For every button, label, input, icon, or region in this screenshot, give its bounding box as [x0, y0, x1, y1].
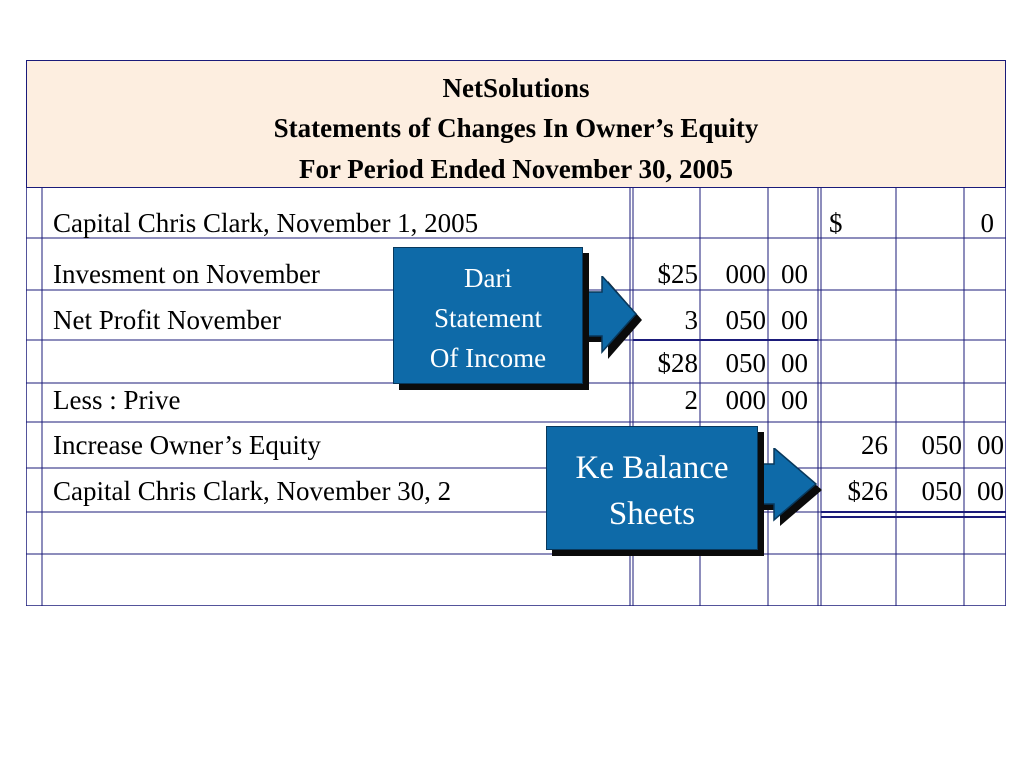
statement-header — [26, 60, 1006, 188]
row-label-drawings: Less : Prive — [53, 385, 181, 415]
drawings-cents: 00 — [781, 385, 808, 415]
income-callout-line-3: Of Income — [429, 343, 547, 373]
balance-callout-line-2: Sheets — [608, 496, 696, 532]
investment-amount-hundreds: 000 — [725, 259, 766, 289]
row-label-net-profit: Net Profit November — [53, 305, 281, 335]
company-name: NetSolutions — [442, 73, 590, 103]
balance-sheet-callout — [546, 426, 758, 550]
closing-capital-hundreds: 050 — [921, 476, 962, 506]
subtotal-cents: 00 — [781, 348, 808, 378]
net-profit-cents: 00 — [781, 305, 808, 335]
balance-callout-line-1: Ke Balance — [575, 450, 729, 486]
opening-capital-value: 0 — [980, 208, 994, 238]
row-label-increase-equity: Increase Owner’s Equity — [53, 430, 321, 460]
balance-callout-arrow — [752, 448, 832, 533]
subtotal-thousands: $28 — [657, 348, 698, 378]
net-profit-hundreds: 050 — [725, 305, 766, 335]
income-callout-line-1: Dari — [464, 263, 512, 293]
increase-equity-thousands: 26 — [861, 430, 888, 460]
statement-title: Statements of Changes In Owner’s Equity — [273, 113, 759, 143]
investment-amount-cents: 00 — [781, 259, 808, 289]
income-callout-arrow — [578, 276, 658, 366]
income-statement-callout — [393, 247, 583, 384]
investment-amount-thousands: $25 — [657, 259, 698, 289]
drawings-thousands: 2 — [684, 385, 698, 415]
row-label-closing-capital: Capital Chris Clark, November 30, 2 — [53, 476, 452, 506]
closing-capital-cents: 00 — [977, 476, 1004, 506]
row-label-opening-capital: Capital Chris Clark, November 1, 2005 — [53, 208, 479, 238]
income-callout-line-2: Statement — [434, 303, 542, 333]
closing-capital-thousands: $26 — [847, 476, 888, 506]
opening-capital-dollar-sign: $ — [829, 208, 843, 238]
row-label-investment: Invesment on November — [53, 259, 320, 289]
drawings-hundreds: 000 — [725, 385, 766, 415]
net-profit-thousands: 3 — [684, 305, 698, 335]
increase-equity-cents: 00 — [977, 430, 1004, 460]
statement-period: For Period Ended November 30, 2005 — [299, 154, 733, 184]
increase-equity-hundreds: 050 — [921, 430, 962, 460]
subtotal-hundreds: 050 — [725, 348, 766, 378]
